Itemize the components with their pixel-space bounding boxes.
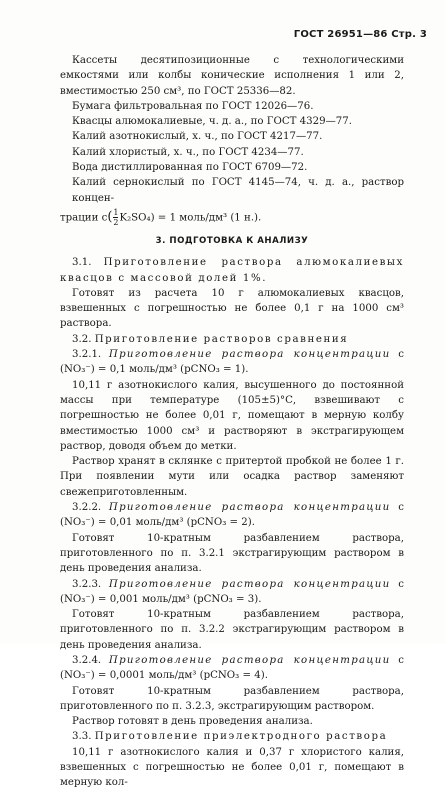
paragraph: Готовят 10-кратным разбавлением раствора, приготовленного по п. 3.2.2 экстрагирующим раствором в день проведения анализа.: [60, 609, 404, 651]
clause-title: Приготовление раствора концентрации: [108, 349, 391, 361]
clause-title: Приготовление приэлектродного раствора: [94, 731, 388, 743]
clause-number: 3.2.3.: [72, 578, 102, 590]
clause-number: 3.2.1.: [72, 349, 102, 361]
clause-number: 3.2.4.: [72, 654, 102, 666]
fraction-numerator: 1: [113, 207, 119, 217]
subsection-3-1: [60, 255, 404, 286]
reagent-line: Вода дистиллированная по ГОСТ 6709—72.: [72, 162, 308, 174]
concentration: c (NO₃⁻) = 0,001 моль/дм³ (pCNO₃ = 3).: [60, 578, 404, 605]
subsection-3-2: [60, 332, 404, 347]
subsection-3-2-4: [60, 653, 404, 684]
clause-title: Приготовление раствора концентрации: [108, 654, 391, 666]
clause-title: Приготовление раствора концентрации: [108, 578, 391, 590]
clause-title: Приготовление растворов сравнения: [94, 333, 349, 345]
fraction: [113, 208, 118, 227]
concentration: c (NO₃⁻) = 0,01 моль/дм³ (pCNO₃ = 2).: [60, 502, 404, 529]
reagent-line: Калий сернокислый по ГОСТ 4145—74, ч. д. а., раствор концен-: [72, 177, 404, 204]
section-title: 3. ПОДГОТОВКА К АНАЛИЗУ: [155, 235, 309, 246]
subsection-3-2-2: [60, 500, 404, 531]
paragraph: 10,11 г азотнокислого калия и 0,37 г хлористого калия, взвешенных с погрешностью не более 0,01 г, помещают в мерную кол-: [60, 746, 404, 789]
page-header: ГОСТ 26951—86 Стр. 3: [293, 29, 427, 40]
subsection-3-3: [60, 729, 404, 744]
reagent-line: Калий хлористый, х. ч., по ГОСТ 4234—77.: [72, 146, 304, 158]
clause-number: 3.1.: [72, 257, 92, 269]
reagent-formula-line: трации c( $\frac{1}{2}$ K₂SO₄) = 1 моль/дм³ (1 н.).: [60, 207, 262, 227]
clause-number: 3.3.: [72, 731, 92, 743]
concentration: c (NO₃⁻) = 0,0001 моль/дм³ (pCNO₃ = 4).: [60, 654, 404, 682]
concentration: c (NO₃⁻) = 0,1 моль/дм³ (pCNO₃ = 1).: [60, 349, 404, 376]
reagent-line: Бумага фильтровальная по ГОСТ 12026—76.: [72, 100, 314, 112]
paragraph: 10,11 г азотнокислого калия, высушенного до постоянной массы при температуре (105±5)°С, взвешивают с погрешностью не более 0,01 г, помещают в мерную колбу вместимостью 1000 см³ и растворяют в экстрагирующем раствор, доводя объем до метки.: [60, 379, 404, 452]
reagent-line: Калий азотнокислый, х. ч., по ГОСТ 4217—77.: [72, 131, 323, 143]
clause-title: Приготовление раствора алюмокалиевых квасцов с массовой долей 1%.: [60, 257, 404, 284]
paragraph: Раствор хранят в склянке с притертой пробкой не более 1 г. При появлении мути или осадка раствор заменяют свежеприготовленным.: [60, 456, 404, 498]
subsection-3-2-3: [60, 577, 404, 608]
reagent-line: Квасцы алюмокалиевые, ч. д. а., по ГОСТ 4329—77.: [72, 116, 353, 128]
paragraph: Готовят 10-кратным разбавлением раствора, приготовленного по п. 3.2.3, экстрагирующим раствором.: [60, 685, 404, 712]
formula-suffix: K₂SO₄) = 1 моль/дм³ (1 н.).: [119, 212, 262, 224]
paragraph: Раствор готовят в день проведения анализа.: [72, 716, 313, 728]
clause-number: 3.2.: [72, 333, 92, 345]
reagent-line: Кассеты десятипозиционные с технологическими емкостями или колбы конические исполнения 1 или 2, вместимостью 250 см³, по ГОСТ 25336—82.: [60, 55, 404, 97]
clause-number: 3.2.2.: [72, 502, 102, 514]
page-content: [60, 53, 404, 791]
subsection-3-2-1: [60, 347, 404, 378]
formula-prefix: трации c: [60, 212, 108, 224]
paragraph: Готовят из расчета 10 г алюмокалиевых квасцов, взвешенных с погрешностью не более 0,1 г на 1000 см³ раствора.: [60, 287, 404, 330]
clause-title: Приготовление раствора концентрации: [108, 502, 391, 514]
paragraph: Готовят 10-кратным разбавлением раствора, приготовленного по п. 3.2.1 экстрагирующим раствором в день проведения анализа.: [60, 532, 404, 575]
fraction-denominator: 2: [113, 217, 119, 227]
